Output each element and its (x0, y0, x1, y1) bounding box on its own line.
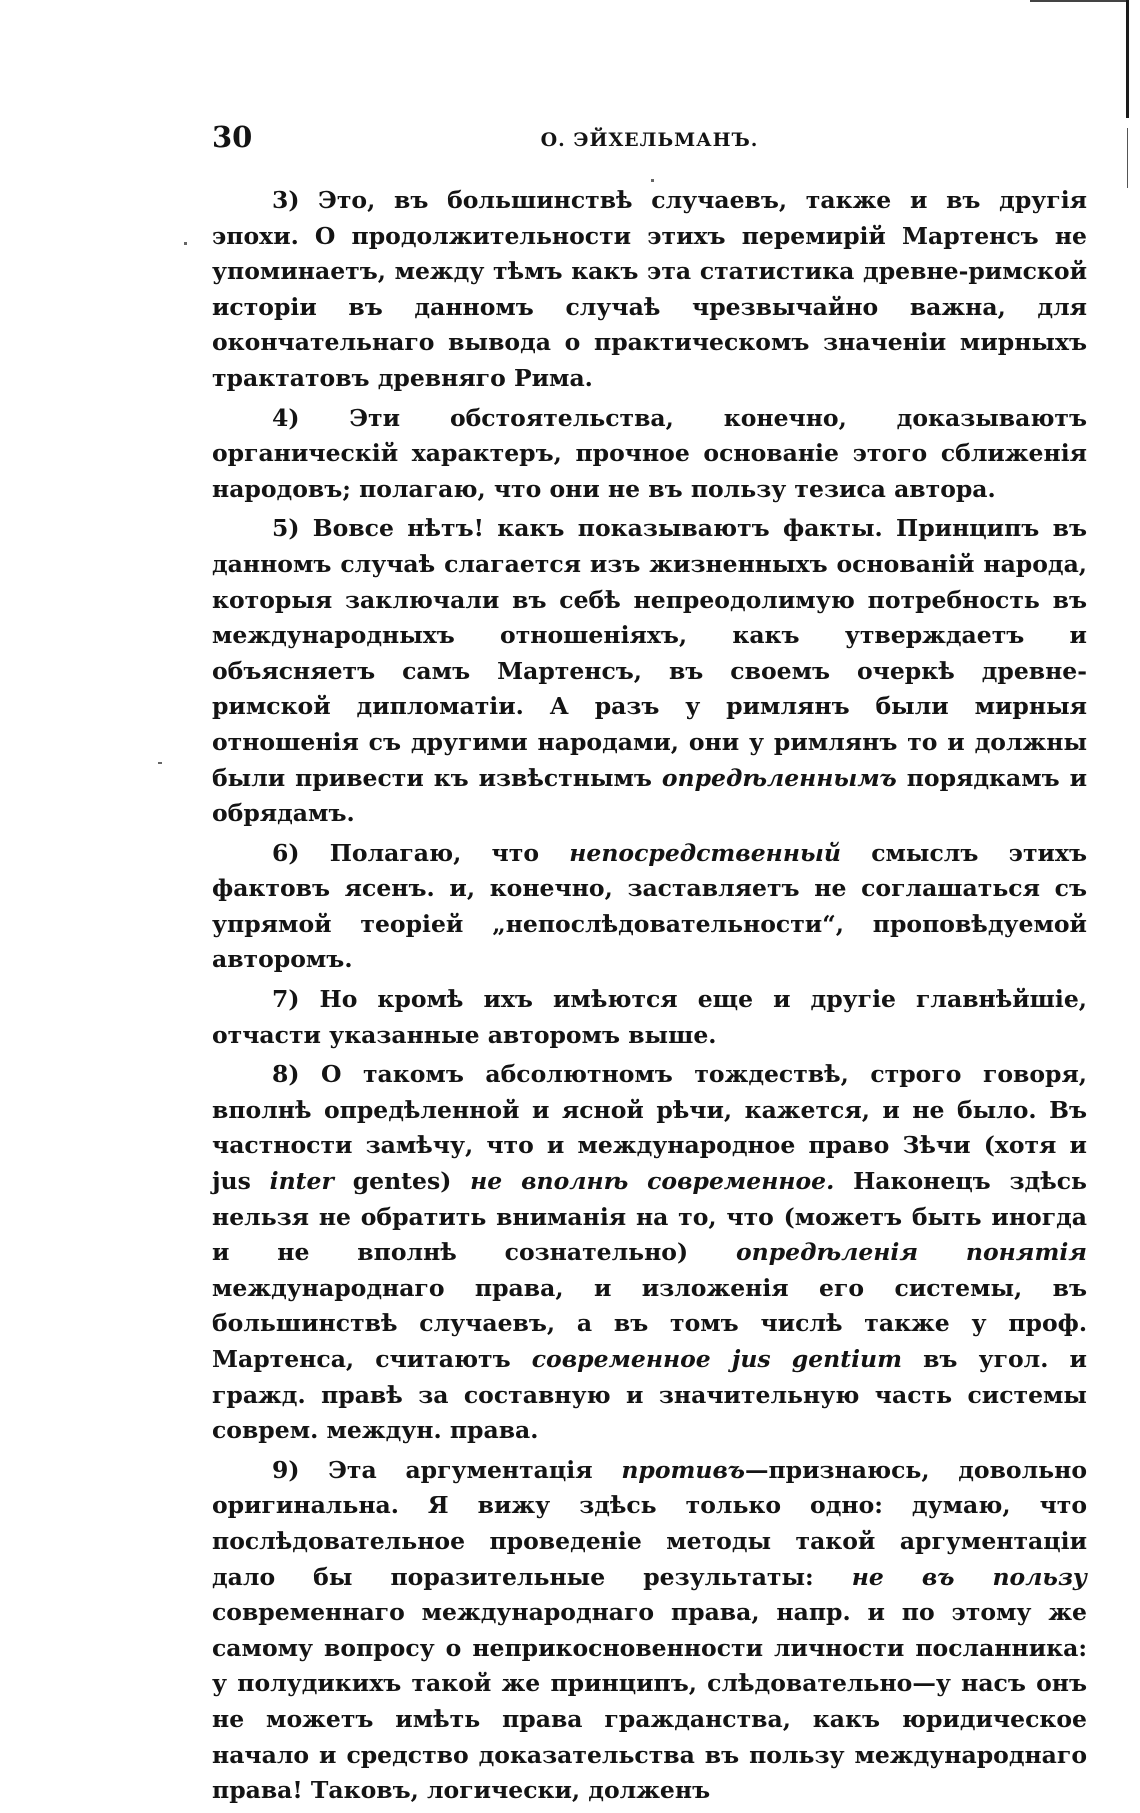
paragraph (212, 982, 1087, 1053)
italic-text-segment: не вполнѣ современное. (470, 1167, 835, 1196)
scan-edge-line-top (1030, 0, 1126, 2)
text-segment: международнаго права, и изложенія его системы, въ большинствѣ случаевъ, а въ томъ числѣ также у проф. Мартенса, считаютъ (212, 1273, 1087, 1373)
italic-text-segment: противъ (621, 1455, 745, 1484)
italic-text-segment: непосредственный (569, 838, 841, 867)
text-segment: порядкамъ и обрядамъ. (212, 763, 1087, 828)
paragraph (212, 401, 1087, 508)
italic-text-segment: inter (269, 1167, 334, 1196)
paragraph (212, 1453, 1087, 1809)
text-segment: смыслъ этихъ фактовъ ясенъ. и, конечно, заставляетъ не соглашаться съ упрямой теоріей „непослѣдовательности“, проповѣдуемой авторомъ. (212, 838, 1087, 974)
page-body-text (212, 183, 1087, 1813)
paragraph (212, 836, 1087, 978)
italic-text-segment: опредѣленнымъ (661, 763, 897, 792)
scan-edge-line-right (1126, 0, 1129, 118)
text-segment: въ угол. и гражд. правѣ за составную и значительную часть системы соврем. междун. права. (212, 1345, 1087, 1445)
page-header (212, 120, 1087, 160)
scan-edge-line-right-lower (1127, 128, 1128, 188)
paragraph (212, 183, 1087, 397)
text-segment: 9) Эта аргументація (272, 1455, 622, 1484)
scan-speck (184, 242, 187, 245)
page-number: 30 (212, 120, 253, 154)
running-title: О. ЭЙХЕЛЬМАНЪ. (540, 129, 759, 151)
text-segment: 7) Но кромѣ ихъ имѣются еще и другіе главнѣйшіе, отчасти указанные авторомъ выше. (212, 985, 1087, 1049)
paragraph (212, 511, 1087, 831)
text-segment: —признаюсь, довольно оригинальна. Я вижу здѣсь только одно: думаю, что послѣдовательное проведеніе методы такой аргументаціи дало бы поразительные результаты: (212, 1455, 1087, 1591)
italic-text-segment: современное jus gentium (531, 1345, 902, 1373)
paragraph (212, 1057, 1087, 1449)
scan-speck (158, 762, 162, 764)
scan-speck (651, 179, 654, 182)
text-segment: современнаго международнаго права, напр. и по этому же самому вопросу о неприкосновенности личности посланника: у полудикихъ такой же принципъ, слѣдовательно—у насъ онъ не можетъ имѣть права гражданства, какъ юридическое начало и средство доказательства въ пользу международнаго права! Таковъ, логически, долженъ (212, 1598, 1087, 1805)
text-segment: 4) Эти обстоятельства, конечно, доказываютъ органическій характеръ, прочное основаніе этого сближенія народовъ; полагаю, что они не въ пользу тезиса автора. (212, 403, 1087, 503)
text-segment: 3) Это, въ большинствѣ случаевъ, также и въ другія эпохи. О продолжительности этихъ перемирій Мартенсъ не упоминаетъ, между тѣмъ какъ эта статистика древне-римской исторіи въ данномъ случаѣ чрезвычайно важна, для окончательнаго вывода о практическомъ значеніи мирныхъ трактатовъ древняго Рима. (212, 186, 1087, 392)
text-segment: 8) О такомъ абсолютномъ тождествѣ, строго говоря, вполнѣ опредѣленной и ясной рѣчи, кажется, и не было. Въ частности замѣчу, что и международное право Зѣчи (хотя и jus (212, 1060, 1087, 1196)
text-segment: 6) Полагаю, что (272, 838, 570, 867)
text-segment: gentes) (333, 1167, 471, 1196)
text-segment: Наконецъ здѣсь нельзя не обратить вниманія на то, что (можетъ быть иногда и не вполнѣ сознательно) (212, 1167, 1087, 1267)
italic-text-segment: не въ пользу (851, 1562, 1087, 1591)
text-segment: 5) Вовсе нѣтъ! какъ показываютъ факты. Принципъ въ данномъ случаѣ слагается изъ жизненныхъ основаній народа, которыя заключали въ себѣ непреодолимую потребность въ международныхъ отношеніяхъ, какъ утверждаетъ и объясняетъ самъ Мартенсъ, въ своемъ очеркѣ древне-римской дипломатіи. А разъ у римлянъ были мирныя отношенія съ другими народами, они у римлянъ то и должны были привести къ извѣстнымъ (212, 514, 1087, 792)
italic-text-segment: опредѣленія понятія (735, 1238, 1087, 1267)
